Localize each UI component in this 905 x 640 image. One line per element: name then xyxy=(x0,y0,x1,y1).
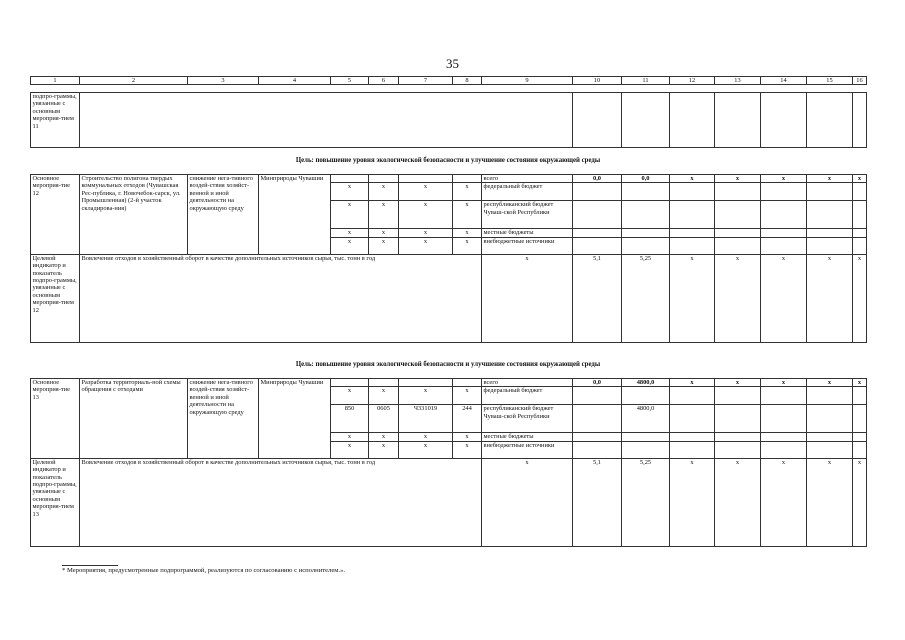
code-cell: x xyxy=(453,201,482,229)
code-cell: x xyxy=(453,183,482,201)
code-cell: 0605 xyxy=(369,405,399,433)
value-cell xyxy=(573,201,622,229)
funding-source: всего xyxy=(482,175,573,183)
value-cell xyxy=(670,237,715,254)
value-cell: 5,1 xyxy=(573,458,622,546)
footnote-divider xyxy=(62,565,118,566)
code-cell: x xyxy=(399,183,453,201)
empty-cell xyxy=(853,93,867,148)
value-cell xyxy=(853,387,867,405)
code-cell xyxy=(453,175,482,183)
value-cell xyxy=(573,433,622,441)
value-cell: x xyxy=(715,379,761,387)
value-cell: x xyxy=(715,175,761,183)
value-cell: 5,25 xyxy=(622,458,670,546)
value-cell xyxy=(761,433,807,441)
table-continuation xyxy=(30,92,867,148)
value-cell xyxy=(761,405,807,433)
code-cell: x xyxy=(453,433,482,441)
value-cell xyxy=(670,441,715,458)
table-row xyxy=(31,458,867,546)
code-cell xyxy=(331,379,369,387)
code-cell xyxy=(399,175,453,183)
indicator-text: Вовлечение отходов в хозяйственный оборот в качестве дополнительных источников сырья, тыс. тонн в год xyxy=(80,458,482,546)
value-cell xyxy=(670,405,715,433)
header-cell: 13 xyxy=(715,77,761,85)
value-cell: 4800,0 xyxy=(622,379,670,387)
empty-cell xyxy=(80,93,573,148)
value-cell: x xyxy=(853,254,867,342)
value-cell xyxy=(670,201,715,229)
value-cell xyxy=(853,229,867,237)
value-cell xyxy=(622,237,670,254)
value-cell: x xyxy=(761,458,807,546)
code-cell: x xyxy=(331,433,369,441)
value-cell xyxy=(807,183,853,201)
code-cell: x xyxy=(331,387,369,405)
value-cell xyxy=(670,229,715,237)
measure-executor: Минприроды Чувашии xyxy=(259,175,331,255)
funding-source: внебюджетные источники xyxy=(482,237,573,254)
code-cell: x xyxy=(453,387,482,405)
code-cell: x xyxy=(369,433,399,441)
code-cell: x xyxy=(331,441,369,458)
measure-description: Разработка территориаль-ной схемы обращения с отходами xyxy=(80,379,188,459)
value-cell xyxy=(853,441,867,458)
empty-cell xyxy=(761,93,807,148)
header-cell: 1 xyxy=(31,77,80,85)
value-cell: 4800,0 xyxy=(622,405,670,433)
value-cell xyxy=(853,405,867,433)
empty-cell xyxy=(670,93,715,148)
header-cell: 10 xyxy=(573,77,622,85)
goal-heading: Цель: повышение уровня экологической безопасности и улучшение состояния окружающей среды xyxy=(295,361,601,368)
value-cell: x xyxy=(853,175,867,183)
empty-cell xyxy=(622,93,670,148)
empty-cell xyxy=(715,93,761,148)
value-cell xyxy=(761,201,807,229)
empty-cell xyxy=(573,93,622,148)
value-cell: x xyxy=(853,379,867,387)
value-cell xyxy=(622,201,670,229)
measure-executor: Минприроды Чувашии xyxy=(259,379,331,459)
funding-source: всего xyxy=(482,379,573,387)
code-cell: x xyxy=(453,441,482,458)
value-cell xyxy=(715,201,761,229)
header-cell: 14 xyxy=(761,77,807,85)
value-cell xyxy=(715,405,761,433)
code-cell: x xyxy=(369,183,399,201)
value-cell xyxy=(715,237,761,254)
value-cell: 0,0 xyxy=(573,175,622,183)
value-cell xyxy=(573,183,622,201)
value-cell xyxy=(573,237,622,254)
value-cell xyxy=(853,237,867,254)
header-cell: 15 xyxy=(807,77,853,85)
value-cell: x xyxy=(670,175,715,183)
value-cell xyxy=(807,237,853,254)
value-cell: x xyxy=(761,254,807,342)
funding-source: федеральный бюджет xyxy=(482,387,573,405)
code-cell xyxy=(399,379,453,387)
value-cell xyxy=(670,387,715,405)
value-cell: x xyxy=(670,379,715,387)
code-cell: x xyxy=(369,237,399,254)
header-cell: 7 xyxy=(399,77,453,85)
value-cell xyxy=(715,433,761,441)
value-cell xyxy=(622,441,670,458)
header-cell: 6 xyxy=(369,77,399,85)
value-cell: x xyxy=(807,379,853,387)
code-cell: x xyxy=(399,387,453,405)
value-cell xyxy=(715,387,761,405)
header-cell: 16 xyxy=(853,77,867,85)
value-cell xyxy=(853,201,867,229)
header-cell: 12 xyxy=(670,77,715,85)
measure-effect: снижение нега-тивного воздей-ствия хозяйст-венной и иной деятельности на окружающую среду xyxy=(188,175,259,255)
code-cell: x xyxy=(331,229,369,237)
table-block-12 xyxy=(30,174,867,343)
value-cell: x xyxy=(482,254,573,342)
value-cell xyxy=(715,183,761,201)
table-row xyxy=(31,379,867,387)
measure-effect: снижение нега-тивного воздей-ствия хозяйст-венной и иной деятельности на окружающую среду xyxy=(188,379,259,459)
value-cell xyxy=(622,433,670,441)
code-cell xyxy=(369,175,399,183)
code-cell: 850 xyxy=(331,405,369,433)
header-cell: 4 xyxy=(259,77,331,85)
footnote: * Мероприятия, предусмотренные подпрограммой, реализуются по согласованию с исполнителем.». xyxy=(62,567,346,574)
code-cell: x xyxy=(399,433,453,441)
indicator-name: Целевой индикатор и показатель подпро-граммы, увязанные с основным мероприя-тием 13 xyxy=(31,458,80,546)
code-cell: Ч331019 xyxy=(399,405,453,433)
code-cell: x xyxy=(453,229,482,237)
value-cell: x xyxy=(807,458,853,546)
value-cell: x xyxy=(807,175,853,183)
code-cell: x xyxy=(331,183,369,201)
header-cell: 9 xyxy=(482,77,573,85)
table-block-13 xyxy=(30,378,867,547)
code-cell: x xyxy=(369,387,399,405)
funding-source: республиканский бюджет Чуваш-ской Республики xyxy=(482,201,573,229)
code-cell: 244 xyxy=(453,405,482,433)
table-header xyxy=(30,76,867,85)
value-cell xyxy=(807,387,853,405)
header-cell: 5 xyxy=(331,77,369,85)
value-cell: 0,0 xyxy=(622,175,670,183)
code-cell: x xyxy=(369,229,399,237)
value-cell xyxy=(807,433,853,441)
code-cell xyxy=(453,379,482,387)
value-cell: x xyxy=(670,458,715,546)
value-cell: x xyxy=(761,379,807,387)
value-cell xyxy=(622,183,670,201)
funding-source: местные бюджеты xyxy=(482,433,573,441)
value-cell xyxy=(807,405,853,433)
code-cell: x xyxy=(369,201,399,229)
header-row xyxy=(31,77,867,85)
indicator-name: Целевой индикатор и показатель подпро-граммы, увязанные с основным мероприя-тием 12 xyxy=(31,254,80,342)
measure-name: Основное мероприя-тие 12 xyxy=(31,175,80,255)
value-cell xyxy=(670,433,715,441)
table-row xyxy=(31,254,867,342)
value-cell xyxy=(573,441,622,458)
funding-source: республиканский бюджет Чуваш-ской Республики xyxy=(482,405,573,433)
code-cell: x xyxy=(399,229,453,237)
value-cell: 5,25 xyxy=(622,254,670,342)
code-cell: x xyxy=(331,201,369,229)
value-cell: x xyxy=(715,254,761,342)
funding-source: местные бюджеты xyxy=(482,229,573,237)
code-cell: x xyxy=(453,237,482,254)
value-cell xyxy=(807,201,853,229)
measure-name: Основное мероприя-тие 13 xyxy=(31,379,80,459)
value-cell xyxy=(715,441,761,458)
code-cell: x xyxy=(399,441,453,458)
value-cell: x xyxy=(715,458,761,546)
page-number: 35 xyxy=(446,56,459,71)
funding-source: внебюджетные источники xyxy=(482,441,573,458)
value-cell xyxy=(807,441,853,458)
value-cell xyxy=(573,405,622,433)
value-cell xyxy=(715,229,761,237)
value-cell: x xyxy=(761,175,807,183)
header-cell: 3 xyxy=(188,77,259,85)
value-cell xyxy=(853,433,867,441)
code-cell: x xyxy=(399,237,453,254)
value-cell xyxy=(761,387,807,405)
value-cell xyxy=(761,183,807,201)
goal-heading: Цель: повышение уровня экологической безопасности и улучшение состояния окружающей среды xyxy=(295,157,601,164)
value-cell xyxy=(622,387,670,405)
value-cell xyxy=(761,237,807,254)
value-cell xyxy=(807,229,853,237)
funding-source: федеральный бюджет xyxy=(482,183,573,201)
value-cell xyxy=(853,183,867,201)
measure-description: Строительство полигона твердых коммунальных отходов (Чувашская Рес-публика, г. Новочебок-сарск, ул. Промышленная) (2-й участок складирова-ния) xyxy=(80,175,188,255)
value-cell: 0,0 xyxy=(573,379,622,387)
value-cell: x xyxy=(670,254,715,342)
indicator-text: Вовлечение отходов в хозяйственный оборот в качестве дополнительных источников сырья, тыс. тонн в год xyxy=(80,254,482,342)
value-cell xyxy=(573,229,622,237)
value-cell: x xyxy=(482,458,573,546)
code-cell xyxy=(369,379,399,387)
code-cell: x xyxy=(331,237,369,254)
value-cell: 5,1 xyxy=(573,254,622,342)
value-cell xyxy=(573,387,622,405)
value-cell xyxy=(761,441,807,458)
value-cell: x xyxy=(807,254,853,342)
code-cell: x xyxy=(369,441,399,458)
value-cell xyxy=(761,229,807,237)
table-row xyxy=(31,93,867,148)
header-cell: 11 xyxy=(622,77,670,85)
indicator-name: подпро-граммы, увязанные с основным мероприя-тием 11 xyxy=(31,93,80,148)
header-cell: 8 xyxy=(453,77,482,85)
empty-cell xyxy=(807,93,853,148)
header-cell: 2 xyxy=(80,77,188,85)
value-cell xyxy=(622,229,670,237)
table-row xyxy=(31,175,867,183)
code-cell: x xyxy=(399,201,453,229)
value-cell: x xyxy=(853,458,867,546)
value-cell xyxy=(670,183,715,201)
code-cell xyxy=(331,175,369,183)
